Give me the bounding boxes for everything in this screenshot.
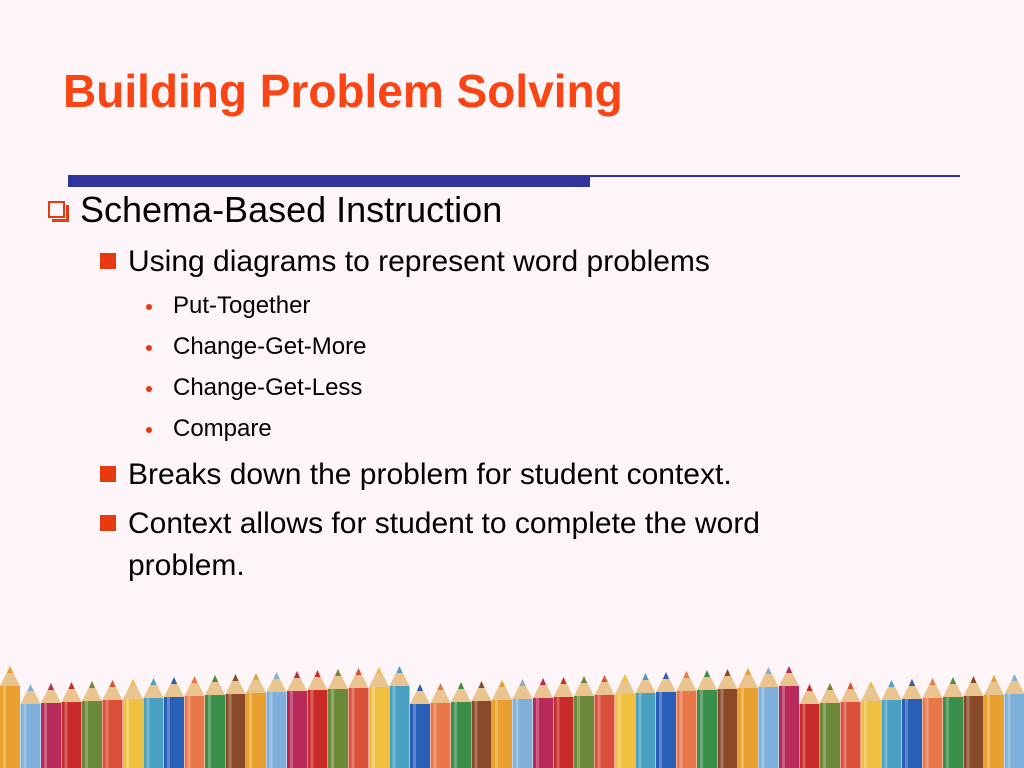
dot-bullet-icon xyxy=(146,345,152,351)
level2-text: Breaks down the problem for student context. xyxy=(128,458,732,491)
level3-item xyxy=(146,332,366,362)
pencil-icon xyxy=(267,672,287,768)
pencil-icon xyxy=(554,677,574,768)
pencil-icon xyxy=(472,681,492,768)
pencil-icon xyxy=(287,671,307,768)
pencil-icon xyxy=(677,671,697,768)
level3-text: Put-Together xyxy=(173,292,311,319)
level2-item xyxy=(100,241,900,283)
level2-item xyxy=(100,454,900,496)
pencil-icon xyxy=(615,674,635,768)
level3-text: Change-Get-Less xyxy=(173,374,363,401)
pencil-icon xyxy=(533,678,553,768)
pencil-icon xyxy=(185,676,205,768)
pencil-icon xyxy=(984,675,1004,768)
pencil-icon xyxy=(574,676,594,768)
pencil-icon xyxy=(0,666,20,768)
square-bullet-icon xyxy=(100,466,116,482)
pencil-icon xyxy=(595,675,615,768)
slide-title: Building Problem Solving xyxy=(63,65,623,117)
pencil-icon xyxy=(226,674,246,768)
pencil-icon xyxy=(349,668,369,768)
level1-item xyxy=(46,188,502,232)
level2-text: Using diagrams to represent word problems xyxy=(128,245,710,278)
pencil-icon xyxy=(451,682,471,768)
pencil-icon xyxy=(246,673,266,768)
pencil-icon xyxy=(431,683,451,768)
dot-bullet-icon xyxy=(146,304,152,310)
pencil-icon xyxy=(964,676,984,768)
pencil-icon xyxy=(943,677,963,768)
pencil-icon xyxy=(902,679,922,768)
level3-text: Compare xyxy=(173,415,272,442)
pencil-icon xyxy=(841,682,861,768)
pencil-icon xyxy=(923,678,943,768)
level2-text: Context allows for student to complete the word problem. xyxy=(128,507,760,582)
level3-item xyxy=(146,414,272,444)
level1-text: Schema-Based Instruction xyxy=(80,189,503,230)
pencil-icon xyxy=(738,668,758,768)
square-bullet-icon xyxy=(100,253,116,269)
level2-item xyxy=(100,503,860,587)
pencil-icon xyxy=(410,684,430,768)
pencil-icon xyxy=(21,684,41,768)
checkbox-square-icon xyxy=(46,199,70,223)
pencil-icon xyxy=(62,682,82,768)
pencil-icon xyxy=(800,684,820,768)
pencil-icon xyxy=(390,666,410,768)
pencil-icon xyxy=(144,678,164,768)
pencil-icon xyxy=(328,669,348,768)
dot-bullet-icon xyxy=(146,427,152,433)
pencil-icon xyxy=(82,681,102,768)
dot-bullet-icon xyxy=(146,386,152,392)
level3-item xyxy=(146,291,310,321)
pencil-icon xyxy=(861,681,881,768)
colored-pencils-border xyxy=(0,660,1024,768)
pencil-icon xyxy=(779,666,799,768)
level3-item xyxy=(146,373,362,403)
pencil-icon xyxy=(492,680,512,768)
pencil-icon xyxy=(820,683,840,768)
pencil-icon xyxy=(103,680,123,768)
level3-text: Change-Get-More xyxy=(173,333,367,360)
pencil-icon xyxy=(882,680,902,768)
pencil-icon xyxy=(1005,674,1024,768)
pencil-icon xyxy=(164,677,184,768)
pencil-icon xyxy=(123,679,143,768)
pencil-icon xyxy=(513,679,533,768)
pencil-icon xyxy=(759,667,779,768)
pencil-icon xyxy=(41,683,61,768)
square-bullet-icon xyxy=(100,515,116,531)
pencil-icon xyxy=(636,673,656,768)
pencil-icon xyxy=(205,675,225,768)
pencil-icon xyxy=(369,667,389,768)
pencil-icon xyxy=(308,670,328,768)
pencil-icon xyxy=(697,670,717,768)
pencil-icon xyxy=(718,669,738,768)
pencil-icon xyxy=(656,672,676,768)
